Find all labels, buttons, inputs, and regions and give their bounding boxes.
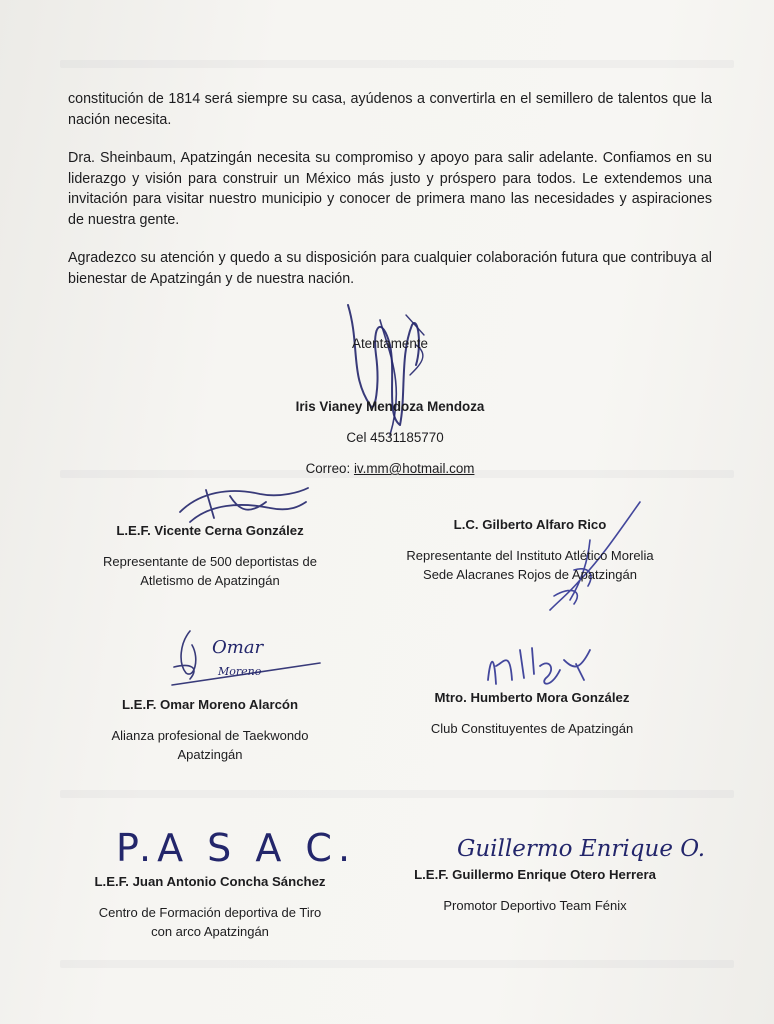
bleed-through [60, 960, 734, 968]
signatory-name: L.C. Gilberto Alfaro Rico [453, 517, 607, 532]
closing-phone [320, 428, 470, 447]
bleed-through [60, 790, 734, 798]
signatory-role [70, 726, 350, 764]
signatory-role [380, 896, 690, 915]
role-line: Representante de 500 deportistas de [103, 554, 317, 569]
signatory-guillermo [380, 865, 690, 915]
signatory-role [60, 903, 360, 941]
signatory-role [380, 546, 680, 584]
juan-signature [110, 815, 357, 875]
email-link[interactable]: iv.mm@hotmail.com [353, 461, 475, 476]
signatory-omar [70, 695, 350, 764]
guillermo-signature [455, 818, 725, 868]
role-line: Apatzingán [177, 747, 243, 762]
paragraph-1: constitución de 1814 será siempre su casa, ayúdenos a convertirla en el semillero de talentos que la nación necesita. [68, 91, 712, 128]
juan-sig-text: P.A S A C. [116, 826, 357, 870]
role-line: Representante del Instituto Atlético Morelia [406, 548, 654, 563]
signatory-humberto [392, 688, 672, 738]
omar-signature [160, 623, 330, 698]
signatory-name: Mtro. Humberto Mora González [434, 690, 630, 705]
role-line: Alianza profesional de Taekwondo [111, 728, 309, 743]
paragraph-3: Agradezco su atención y quedo a su disposición para cualquier colaboración futura que contribuya al bienestar de Apatzingán y de nuestra nación. [68, 250, 712, 287]
email-label: Correo: [305, 461, 351, 476]
iris-signature [320, 285, 440, 445]
signatory-name: L.E.F. Omar Moreno Alarcón [121, 697, 299, 712]
role-line: con arco Apatzingán [151, 924, 269, 939]
signatory-juan [60, 872, 360, 941]
closing-email [270, 459, 510, 478]
signatory-name: L.E.F. Guillermo Enrique Otero Herrera [414, 867, 656, 882]
omar-sig-top: Omar [212, 637, 264, 658]
paragraph-2: Dra. Sheinbaum, Apatzingán necesita su compromiso y apoyo para salir adelante. Confiamos en su liderazgo y visión para construir un México más justo y próspero para todos. Le extendemos una invitación para visitar nuestro municipio y conocer de primera mano las necesidades y aspiraciones de nuestra gente. [68, 150, 712, 228]
guillermo-sig-text: Guillermo Enrique O. [457, 836, 706, 862]
phone-label: Cel [346, 430, 367, 445]
signatory-name: L.E.F. Juan Antonio Concha Sánchez [94, 874, 326, 889]
signatory-vicente [70, 521, 350, 590]
role-line: Promotor Deportivo Team Fénix [443, 898, 627, 913]
bleed-through [60, 60, 734, 68]
signatory-name: L.E.F. Vicente Cerna González [116, 523, 304, 538]
signatory-gilberto [380, 515, 680, 584]
role-line: Atletismo de Apatzingán [140, 573, 280, 588]
signatory-role [70, 552, 350, 590]
closing-name: Iris Vianey Mendoza Mendoza [295, 399, 485, 414]
signatory-role [392, 719, 672, 738]
closing-salutation: Atentamente [352, 336, 428, 351]
role-line: Club Constituyentes de Apatzingán [430, 721, 634, 736]
role-line: Sede Alacranes Rojos de Apatzingán [423, 567, 637, 582]
omar-sig-bottom: Moreno [218, 665, 262, 678]
role-line: Centro de Formación deportiva de Tiro [98, 905, 322, 920]
phone-value: 4531185770 [370, 430, 444, 445]
